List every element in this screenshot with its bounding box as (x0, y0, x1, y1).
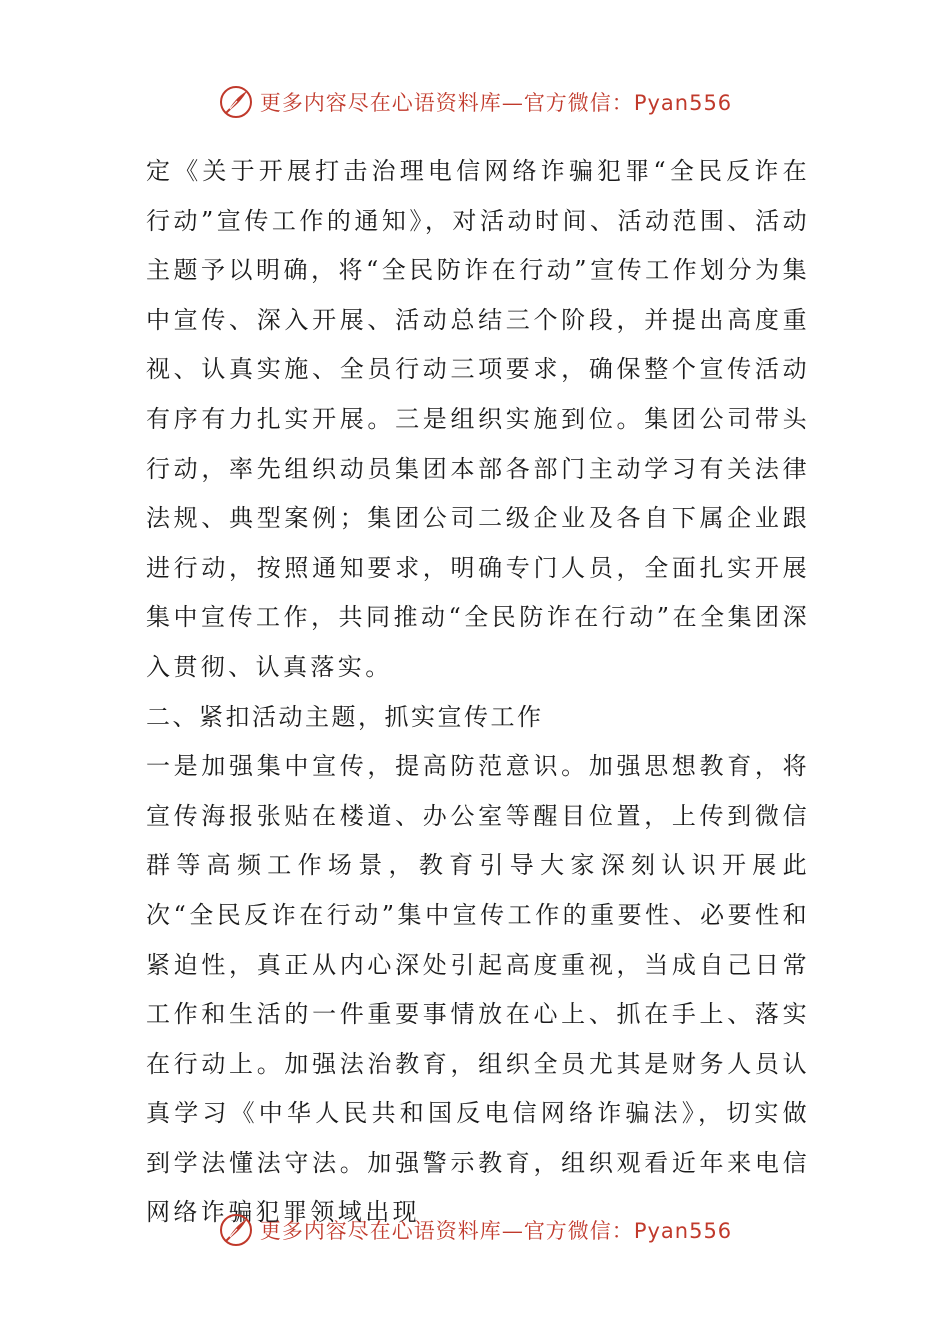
footer-watermark (0, 1210, 950, 1250)
paragraph-1: 定《关于开展打击治理电信网络诈骗犯罪“全民反诈在行动”宣传工作的通知》，对活动时间、活动范围、活动主题予以明确，将“全民防诈在行动”宣传工作划分为集中宣传、深入开展、活动总结三个阶段，并提出高度重视、认真实施、全员行动三项要求，确保整个宣传活动有序有力扎实开展。三是组织实施到位。集团公司带头行动，率先组织动员集团本部各部门主动学习有关法律法规、典型案例；集团公司二级企业及各自下属企业跟进行动，按照通知要求，明确专门人员，全面扎实开展集中宣传工作，共同推动“全民防诈在行动”在全集团深入贯彻、认真落实。 (146, 157, 810, 681)
feather-pen-icon (218, 1212, 254, 1248)
watermark-separator: — (501, 91, 524, 115)
feather-pen-icon (218, 84, 254, 120)
watermark-brand: 更多内容尽在心语资料库 (259, 1219, 502, 1243)
section-heading: 二、紧扣活动主题，抓实宣传工作 (146, 702, 544, 731)
watermark-label: 官方微信： (523, 1219, 634, 1243)
watermark-handle: Pyan556 (633, 91, 733, 115)
watermark-separator: — (501, 1219, 524, 1243)
watermark-text (260, 87, 732, 117)
watermark-brand: 更多内容尽在心语资料库 (259, 91, 502, 115)
paragraph-2: 一是加强集中宣传，提高防范意识。加强思想教育，将宣传海报张贴在楼道、办公室等醒目位置，上传到微信群等高频工作场景，教育引导大家深刻认识开展此次“全民反诈在行动”集中宣传工作的重要性、必要性和紧迫性，真正从内心深处引起高度重视，当成自己日常工作和生活的一件重要事情放在心上、抓在手上、落实在行动上。加强法治教育，组织全员尤其是财务人员认真学习《中华人民共和国反电信网络诈骗法》，切实做到学法懂法守法。加强警示教育，组织观看近年来电信网络诈骗犯罪领域出现 (146, 752, 810, 1227)
watermark-label: 官方微信： (523, 91, 634, 115)
header-watermark (0, 82, 950, 122)
watermark-text (260, 1215, 732, 1245)
document-body (146, 147, 810, 1238)
watermark-handle: Pyan556 (633, 1219, 733, 1243)
